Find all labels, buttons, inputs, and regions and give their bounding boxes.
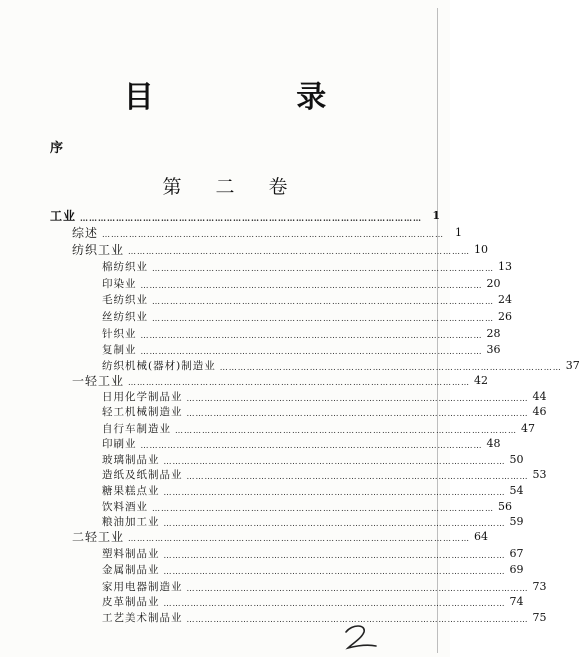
toc-entry-label: 日用化学制品业 <box>102 391 183 403</box>
toc-leader-dots: …………………………………………………………………………………………………… <box>152 504 494 513</box>
toc-entry-page: 36 <box>486 343 501 356</box>
toc-entry-label: 金属制品业 <box>102 564 160 576</box>
toc-entry[interactable] <box>102 275 501 291</box>
toc-leader-dots: …………………………………………………………………………………………………… <box>152 264 494 273</box>
toc-entry-label: 玻璃制品业 <box>102 454 160 466</box>
toc-leader-dots: …………………………………………………………………………………………………… <box>186 409 529 418</box>
toc-leader-dots: …………………………………………………………………………………………………… <box>128 378 471 387</box>
toc-entry[interactable] <box>102 593 524 609</box>
toc-entry[interactable] <box>50 207 441 223</box>
toc-entry[interactable] <box>102 451 524 467</box>
toc-entry-page: 28 <box>486 327 501 340</box>
toc-entry-label: 塑料制品业 <box>102 548 160 560</box>
toc-entry-page: 69 <box>509 563 524 576</box>
toc-entry-page: 74 <box>509 595 524 608</box>
toc-entry[interactable] <box>102 498 512 514</box>
toc-leader-dots: …………………………………………………………………………………………………… <box>163 519 506 528</box>
toc-entry-label: 一轻工业 <box>72 374 125 388</box>
toc-leader-dots: …………………………………………………………………………………………………… <box>219 363 562 372</box>
toc-entry-page: 59 <box>509 515 524 528</box>
toc-entry[interactable] <box>102 403 547 419</box>
toc-entry-page: 64 <box>474 530 489 543</box>
toc-entry[interactable] <box>102 420 535 436</box>
toc-entry[interactable] <box>102 545 524 561</box>
toc-entry-label: 毛纺织业 <box>102 294 148 306</box>
toc-leader-dots: …………………………………………………………………………………………………… <box>80 213 423 223</box>
toc-entry[interactable] <box>102 325 501 341</box>
toc-entry[interactable] <box>72 241 489 257</box>
toc-entry-label: 糖果糕点业 <box>102 485 160 497</box>
toc-entry-label: 家用电器制造业 <box>102 581 183 593</box>
toc-entry[interactable] <box>102 513 524 529</box>
toc-leader-dots: …………………………………………………………………………………………………… <box>102 230 445 239</box>
toc-entry-page: 13 <box>498 260 512 273</box>
volume-heading: 第 二 卷 <box>162 176 302 198</box>
toc-leader-dots: …………………………………………………………………………………………………… <box>140 441 483 450</box>
toc-leader-dots: …………………………………………………………………………………………………… <box>186 472 529 481</box>
toc-leader-dots: …………………………………………………………………………………………………… <box>163 551 506 560</box>
toc-leader-dots: …………………………………………………………………………………………………… <box>140 281 483 290</box>
toc-entry-page: 47 <box>521 422 535 435</box>
toc-entry-label: 综述 <box>72 226 99 240</box>
toc-entry-page: 73 <box>532 580 547 593</box>
toc-entry[interactable] <box>102 482 524 498</box>
toc-entry-page: 75 <box>532 611 547 624</box>
toc-entry-label: 针织业 <box>102 328 137 340</box>
toc-entry-label: 纺织机械(器材)制造业 <box>102 360 216 372</box>
toc-entry-label: 复制业 <box>102 344 137 356</box>
toc-entry-page: 26 <box>498 310 512 323</box>
toc-entry-page: 10 <box>474 243 489 256</box>
toc-entry[interactable] <box>102 578 547 594</box>
toc-entry-label: 工业 <box>50 209 77 223</box>
toc-entry-label: 造纸及纸制品业 <box>102 469 183 481</box>
toc-leader-dots: …………………………………………………………………………………………………… <box>152 314 494 323</box>
toc-entry-page: 20 <box>486 277 501 290</box>
toc-entry-label: 皮革制品业 <box>102 596 160 608</box>
toc-entry[interactable] <box>72 528 489 544</box>
toc-leader-dots: …………………………………………………………………………………………………… <box>152 297 494 306</box>
toc-leader-dots: …………………………………………………………………………………………………… <box>140 347 483 356</box>
toc-entry[interactable] <box>102 308 512 324</box>
toc-entry[interactable] <box>102 341 501 357</box>
toc-entry-label: 印刷业 <box>102 438 137 450</box>
toc-entry-page: 53 <box>532 468 547 481</box>
toc-entry[interactable] <box>102 388 547 404</box>
toc-entry-page: 48 <box>486 437 501 450</box>
toc-leader-dots: …………………………………………………………………………………………………… <box>128 247 471 256</box>
toc-entry[interactable] <box>72 224 463 240</box>
toc-entry-page: 1 <box>455 226 463 239</box>
toc-entry-label: 粮油加工业 <box>102 516 160 528</box>
toc-entry-label: 饮料酒业 <box>102 501 148 513</box>
toc-entry-label: 自行车制造业 <box>102 423 171 435</box>
toc-entry-page: 44 <box>532 390 547 403</box>
toc-leader-dots: …………………………………………………………………………………………………… <box>186 394 529 403</box>
toc-entry-label: 棉纺织业 <box>102 261 148 273</box>
toc-entry-label: 丝纺织业 <box>102 311 148 323</box>
toc-leader-dots: …………………………………………………………………………………………………… <box>175 426 517 435</box>
toc-entry[interactable] <box>102 561 524 577</box>
toc-leader-dots: …………………………………………………………………………………………………… <box>163 599 506 608</box>
toc-entry[interactable] <box>102 291 512 307</box>
toc-entry-page: 50 <box>509 453 524 466</box>
toc-entry[interactable] <box>102 357 580 373</box>
toc-entry-page: 1 <box>432 209 441 222</box>
toc-entry-page: 42 <box>474 374 489 387</box>
toc-entry-page: 56 <box>498 500 512 513</box>
handwritten-mark-2 <box>340 622 380 652</box>
preface-heading: 序 <box>50 141 64 156</box>
toc-leader-dots: …………………………………………………………………………………………………… <box>163 567 506 576</box>
toc-entry-page: 67 <box>509 547 524 560</box>
toc-entry-label: 印染业 <box>102 278 137 290</box>
toc-leader-dots: …………………………………………………………………………………………………… <box>186 584 529 593</box>
toc-entry-label: 工艺美术制品业 <box>102 612 183 624</box>
page-title: 目 录 <box>123 80 393 115</box>
toc-entry[interactable] <box>102 466 547 482</box>
toc-entry[interactable] <box>102 435 501 451</box>
toc-entry-page: 54 <box>509 484 524 497</box>
toc-entry-page: 24 <box>498 293 512 306</box>
toc-entry[interactable] <box>102 258 512 274</box>
toc-leader-dots: …………………………………………………………………………………………………… <box>186 615 529 624</box>
toc-leader-dots: …………………………………………………………………………………………………… <box>163 457 506 466</box>
toc-entry-label: 二轻工业 <box>72 530 125 544</box>
toc-entry-page: 46 <box>532 405 547 418</box>
toc-entry-label: 纺织工业 <box>72 243 125 257</box>
toc-leader-dots: …………………………………………………………………………………………………… <box>163 488 506 497</box>
toc-entry-page: 37 <box>565 359 580 372</box>
toc-leader-dots: …………………………………………………………………………………………………… <box>140 331 483 340</box>
toc-entry[interactable] <box>72 372 489 388</box>
toc-leader-dots: …………………………………………………………………………………………………… <box>128 534 471 543</box>
toc-entry-label: 轻工机械制造业 <box>102 406 183 418</box>
